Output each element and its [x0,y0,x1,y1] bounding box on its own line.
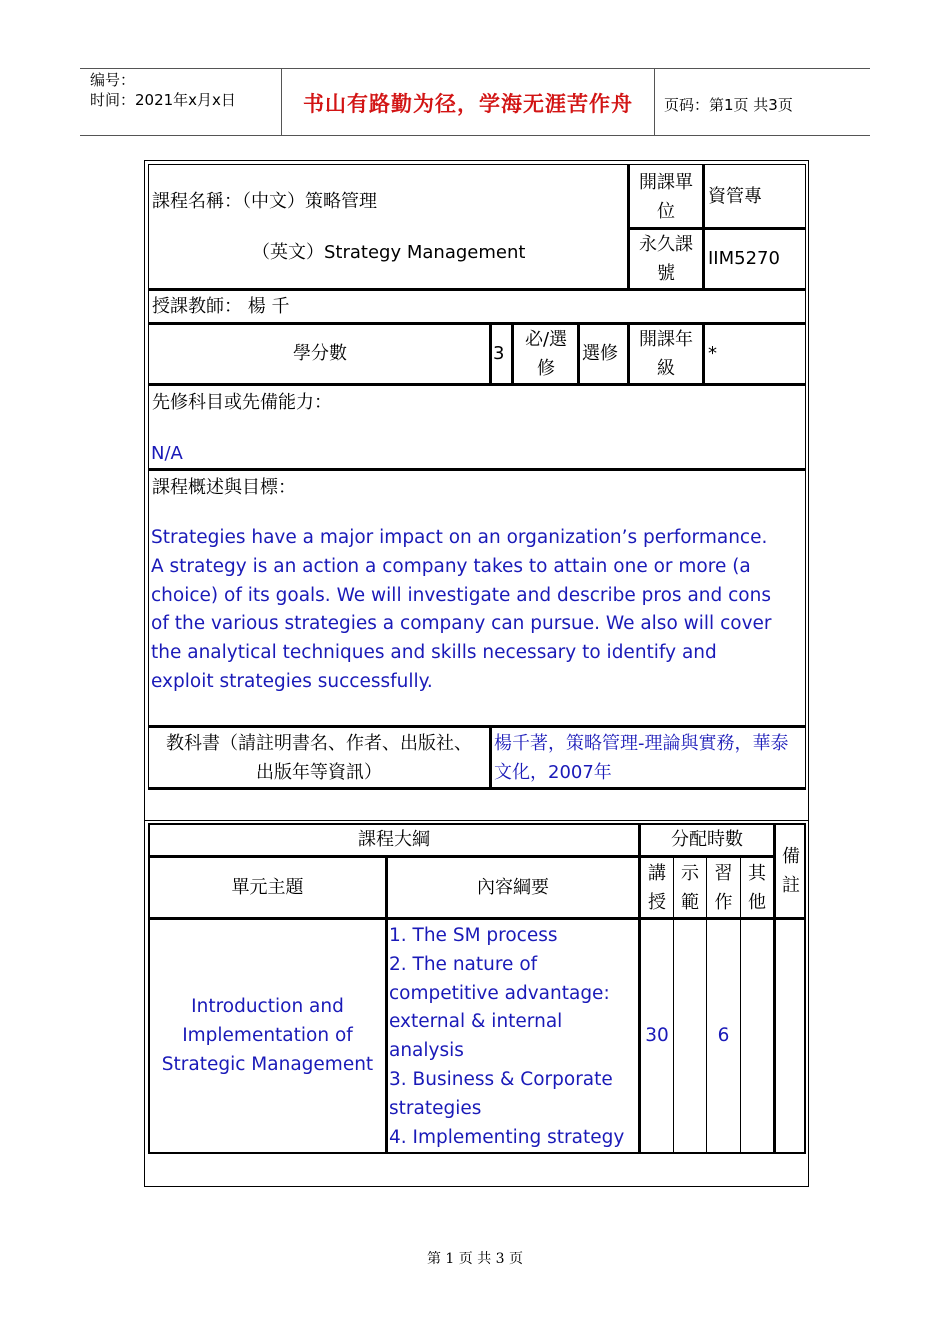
content-line: analysis [389,1040,464,1062]
textbook-value-line: 文化，2007年 [494,762,612,783]
col-demo-header [674,859,706,917]
header-divider [654,68,655,136]
header-char: 作 [714,892,733,913]
table-row-content [389,922,639,1152]
col-practice-header [707,859,740,917]
textbook-value-line: 楊千著，策略管理-理論與實務，華泰 [494,733,789,754]
header-char: 講 [648,863,666,884]
overview-text [151,524,806,697]
header-bottom-rule [80,135,870,136]
outline-title: 課程大綱 [358,829,430,850]
required-value: 選修 [582,343,618,364]
overview-line: Strategies have a major impact on an organization’s performance. [151,527,768,548]
prereq-label: 先修科目或先備能力： [152,392,332,413]
rule [148,468,806,471]
rule [148,322,806,325]
table-row-unit [150,993,385,1079]
course-name-en: （英文）Strategy Management [252,242,526,263]
col-lecture-header [641,859,673,917]
code-value: IIM5270 [708,248,780,269]
textbook-label-line: 教科書（請註明書名、作者、出版社、 [166,733,472,754]
header-page-info: 页码：第1页 共3页 [664,96,793,114]
code-label: 永久課號 [639,234,693,284]
content-line: 1. The SM process [389,925,558,946]
year-label: 開課年級 [639,329,693,379]
rule [148,855,774,858]
header-char: 其 [748,863,766,884]
textbook-label [152,729,486,787]
rule [148,917,806,920]
header-char: 示 [681,863,699,884]
col-other-header [741,859,773,917]
hours-title: 分配時數 [671,829,743,850]
rule [148,725,806,728]
rule [148,288,806,291]
header-top-rule [80,68,870,69]
notes-title-char: 備 [782,846,800,867]
overview-label: 課程概述與目標： [152,477,296,498]
rule [702,164,705,290]
header-meta [90,70,236,110]
content-line: 4. Implementing strategy [389,1126,625,1148]
header-char: 授 [648,892,666,913]
overview-line: the analytical techniques and skills necessary to identify and [151,642,717,664]
textbook-label-line: 出版年等資訊） [256,762,382,783]
header-motto: 书山有路勤为径，学海无涯苦作舟 [303,92,633,116]
table-row-lecture-hours: 30 [645,1025,669,1046]
unit-line: Implementation of [182,1024,353,1046]
notes-title [776,842,806,900]
rule [627,164,630,290]
page-footer: 第 1 页 共 3 页 [426,1251,524,1267]
content-line: external & internal [389,1011,563,1033]
overview-line: A strategy is an action a company takes to attain one or more (a [151,555,751,577]
teacher: 授課教師： 楊 千 [152,296,290,317]
header-char: 習 [714,863,733,884]
rule [489,322,492,385]
year-value: * [708,343,717,364]
credits-label: 學分數 [293,343,347,364]
table-row-practice-hours: 6 [717,1025,730,1046]
rule [627,322,630,385]
overview-line: of the various strategies a company can pursue. We also will cover [151,613,772,635]
header-char: 範 [681,892,699,913]
unit-line: Introduction and [191,996,344,1017]
content-line: 3. Business & Corporate [389,1068,613,1090]
rule [148,787,806,790]
rule [577,322,580,385]
rule [148,383,806,386]
header-char: 他 [748,892,766,913]
notes-title-char: 註 [782,875,800,896]
course-name-cn: 課程名稱：（中文）策略管理 [152,191,377,212]
col-unit-header: 單元主題 [231,877,304,898]
rule [702,322,705,385]
textbook-value [494,729,806,787]
credits-value: 3 [493,343,505,364]
required-label: 必/選修 [524,329,568,379]
overview-line: exploit strategies successfully. [151,670,433,692]
overview-line: choice) of its goals. We will investigate and describe pros and cons [151,584,771,606]
col-content-header: 內容綱要 [477,877,549,898]
content-line: 2. The nature of [389,953,538,975]
unit-label: 開課單位 [639,172,693,222]
content-line: competitive advantage: [389,982,610,1004]
unit-line: Strategic Management [161,1053,374,1075]
document-number: 编号： [90,71,136,89]
rule [489,725,492,789]
prereq-value: N/A [151,443,183,464]
unit-value: 資管專 [708,186,762,207]
rule [511,322,514,385]
content-line: strategies [389,1097,482,1119]
document-date: 时间：2021年x月x日 [90,91,236,109]
